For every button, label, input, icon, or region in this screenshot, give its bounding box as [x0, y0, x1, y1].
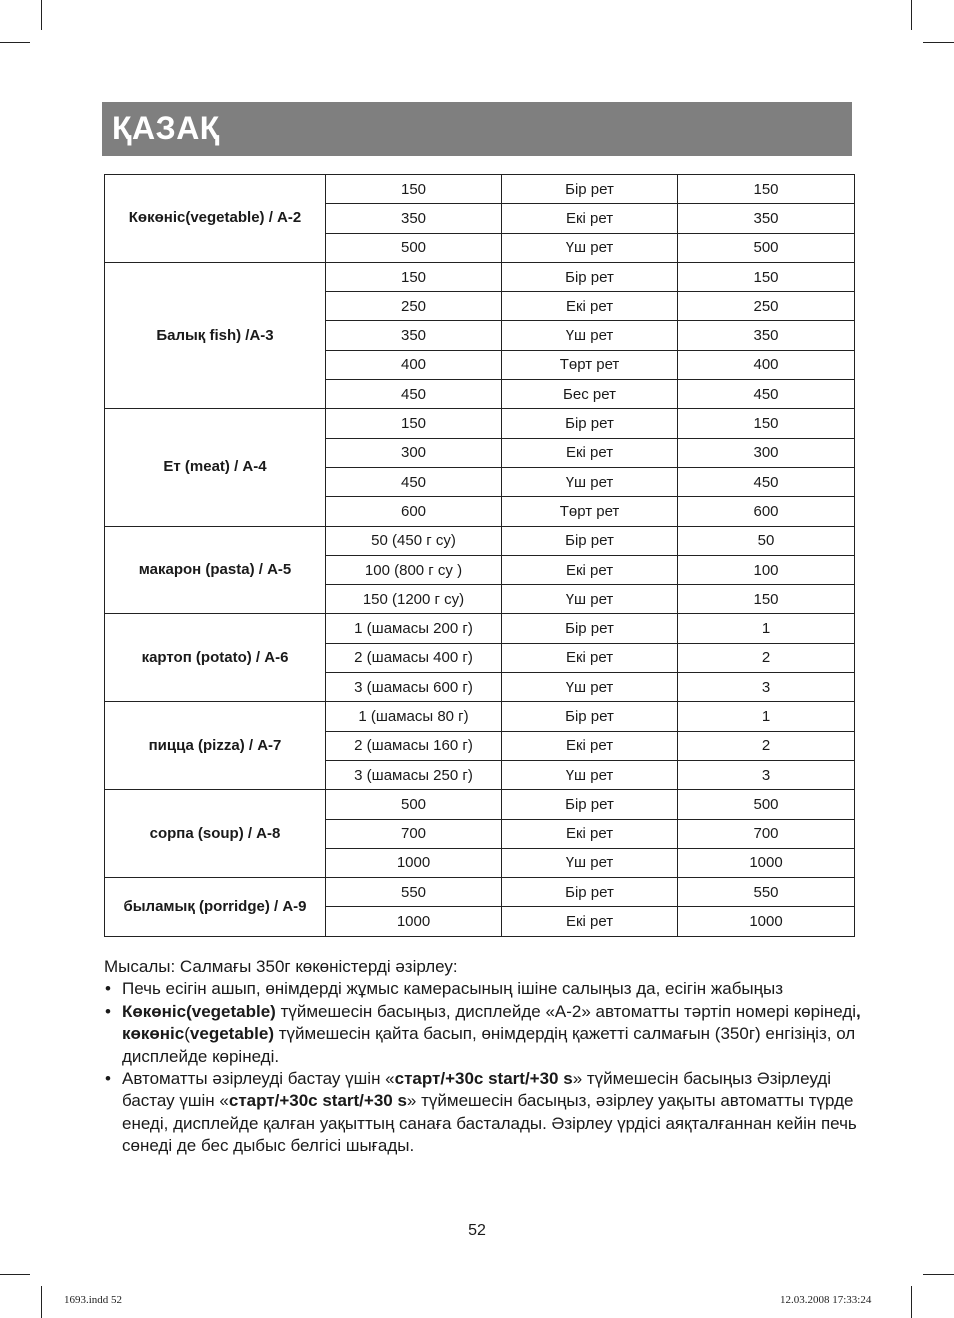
table-row — [105, 262, 855, 291]
program-name-cell: сорпа (soup) / A-8 — [105, 790, 326, 878]
crop-mark — [923, 1274, 954, 1275]
crop-mark — [41, 1286, 42, 1318]
table-row — [105, 878, 855, 907]
press-count-cell: Үш рет — [502, 848, 678, 877]
weight-cell: 3 (шамасы 600 г) — [326, 673, 502, 702]
weight-cell: 50 (450 г су) — [326, 526, 502, 555]
weight-cell: 600 — [326, 497, 502, 526]
program-name-cell: быламық (porridge) / A-9 — [105, 878, 326, 937]
weight-cell: 500 — [326, 233, 502, 262]
table-row — [105, 702, 855, 731]
press-count-cell: Үш рет — [502, 673, 678, 702]
button-name: Көкөніс(vegetable) — [122, 1001, 276, 1021]
display-cell: 500 — [678, 233, 855, 262]
weight-cell: 150 — [326, 409, 502, 438]
program-name-cell: Балық fish) /A-3 — [105, 262, 326, 408]
page-number: 52 — [468, 1222, 486, 1239]
display-cell: 400 — [678, 350, 855, 379]
weight-cell: 2 (шамасы 400 г) — [326, 643, 502, 672]
press-count-cell: Бір рет — [502, 526, 678, 555]
weight-cell: 2 (шамасы 160 г) — [326, 731, 502, 760]
weight-cell: 150 — [326, 175, 502, 204]
press-count-cell: Екі рет — [502, 643, 678, 672]
display-cell: 1 — [678, 614, 855, 643]
table-row — [105, 790, 855, 819]
program-name-cell: пицца (pizza) / A-7 — [105, 702, 326, 790]
display-cell: 150 — [678, 585, 855, 614]
display-cell: 350 — [678, 321, 855, 350]
table-row — [105, 614, 855, 643]
display-cell: 700 — [678, 819, 855, 848]
crop-mark — [0, 1274, 30, 1275]
press-count-cell: Төрт рет — [502, 497, 678, 526]
press-count-cell: Екі рет — [502, 731, 678, 760]
instruction-step: • Печь есігін ашып, өнімдерді жұмыс камерасының ішіне салыңыз да, есігін жабыңыз — [104, 978, 864, 1000]
press-count-cell: Бір рет — [502, 702, 678, 731]
press-count-cell: Екі рет — [502, 907, 678, 936]
crop-mark — [0, 42, 30, 43]
program-name-cell: картоп (potato) / A-6 — [105, 614, 326, 702]
table-row — [105, 175, 855, 204]
program-name-cell: Көкөніс(vegetable) / A-2 — [105, 175, 326, 263]
weight-cell: 1 (шамасы 80 г) — [326, 702, 502, 731]
display-cell: 150 — [678, 175, 855, 204]
display-cell: 1000 — [678, 848, 855, 877]
weight-cell: 300 — [326, 438, 502, 467]
display-cell: 1000 — [678, 907, 855, 936]
example-intro: Мысалы: Салмағы 350г көкөністерді әзірлеу: — [104, 957, 458, 976]
display-cell: 2 — [678, 643, 855, 672]
display-cell: 550 — [678, 878, 855, 907]
press-count-cell: Бес рет — [502, 380, 678, 409]
instructions — [104, 956, 864, 1158]
section-title: ҚАЗАҚ — [112, 110, 220, 146]
press-count-cell: Екі рет — [502, 292, 678, 321]
press-count-cell: Бір рет — [502, 878, 678, 907]
crop-mark — [911, 1286, 912, 1318]
display-cell: 250 — [678, 292, 855, 321]
press-count-cell: Үш рет — [502, 585, 678, 614]
press-count-cell: Бір рет — [502, 614, 678, 643]
press-count-cell: Үш рет — [502, 233, 678, 262]
press-count-cell: Үш рет — [502, 467, 678, 496]
instruction-step: • Көкөніс(vegetable) түймешесін басыңыз, дисплейде «А-2» автоматты тәртіп номері көрінеді, көкөніс(vegetable) түймешесін қайта басып, өнімдердің қажетті салмағын (350г) енгізіңіз, ол дисплейде көрінеді. — [104, 1001, 864, 1068]
button-name: vegetable) — [189, 1024, 274, 1044]
cooking-table — [104, 174, 855, 937]
slug-file: 1693.indd 52 — [64, 1294, 123, 1306]
press-count-cell: Бір рет — [502, 262, 678, 291]
weight-cell: 250 — [326, 292, 502, 321]
weight-cell: 400 — [326, 350, 502, 379]
press-count-cell: Төрт рет — [502, 350, 678, 379]
weight-cell: 3 (шамасы 250 г) — [326, 760, 502, 789]
press-count-cell: Екі рет — [502, 819, 678, 848]
crop-mark — [911, 0, 912, 30]
display-cell: 300 — [678, 438, 855, 467]
display-cell: 600 — [678, 497, 855, 526]
program-name-cell: Ет (meat) / A-4 — [105, 409, 326, 526]
weight-cell: 550 — [326, 878, 502, 907]
slug-date: 12.03.2008 17:33:24 — [780, 1294, 872, 1306]
press-count-cell: Бір рет — [502, 409, 678, 438]
display-cell: 100 — [678, 555, 855, 584]
press-count-cell: Екі рет — [502, 555, 678, 584]
program-name-cell: макарон (pasta) / A-5 — [105, 526, 326, 614]
instruction-step: • Автоматты әзірлеуді бастау үшін «старт/+30с start/+30 s» түймешесін басыңыз Әзірлеуді бастау үшін «старт/+30с start/+30 s» түймешесін басыңыз, әзірлеу уақыты автоматты түрде енеді, дисплейде қалған уақыттың санаға басталады. Әзірлеу үрдісі аяқталғаннан кейін печь сөнеді де бес дыбыс белгісі шығады. — [104, 1068, 864, 1158]
display-cell: 450 — [678, 467, 855, 496]
display-cell: 450 — [678, 380, 855, 409]
crop-mark — [41, 0, 42, 30]
weight-cell: 100 (800 г су ) — [326, 555, 502, 584]
section-header — [102, 102, 852, 156]
press-count-cell: Бір рет — [502, 790, 678, 819]
weight-cell: 1000 — [326, 907, 502, 936]
display-cell: 150 — [678, 262, 855, 291]
press-count-cell: Үш рет — [502, 321, 678, 350]
button-name: старт/+30с start/+30 s — [394, 1069, 573, 1089]
weight-cell: 1 (шамасы 200 г) — [326, 614, 502, 643]
weight-cell: 450 — [326, 467, 502, 496]
press-count-cell: Екі рет — [502, 438, 678, 467]
cooking-table-body — [105, 175, 855, 937]
weight-cell: 350 — [326, 204, 502, 233]
weight-cell: 150 (1200 г су) — [326, 585, 502, 614]
press-count-cell: Бір рет — [502, 175, 678, 204]
weight-cell: 1000 — [326, 848, 502, 877]
crop-mark — [923, 42, 954, 43]
weight-cell: 450 — [326, 380, 502, 409]
table-row — [105, 526, 855, 555]
weight-cell: 350 — [326, 321, 502, 350]
display-cell: 500 — [678, 790, 855, 819]
display-cell: 2 — [678, 731, 855, 760]
table-row — [105, 409, 855, 438]
display-cell: 3 — [678, 673, 855, 702]
button-name: старт/+30с start/+30 s — [228, 1091, 407, 1111]
weight-cell: 700 — [326, 819, 502, 848]
button-name: , көкөніс — [122, 1001, 861, 1044]
display-cell: 50 — [678, 526, 855, 555]
press-count-cell: Екі рет — [502, 204, 678, 233]
display-cell: 150 — [678, 409, 855, 438]
weight-cell: 500 — [326, 790, 502, 819]
display-cell: 350 — [678, 204, 855, 233]
weight-cell: 150 — [326, 262, 502, 291]
press-count-cell: Үш рет — [502, 760, 678, 789]
display-cell: 3 — [678, 760, 855, 789]
display-cell: 1 — [678, 702, 855, 731]
